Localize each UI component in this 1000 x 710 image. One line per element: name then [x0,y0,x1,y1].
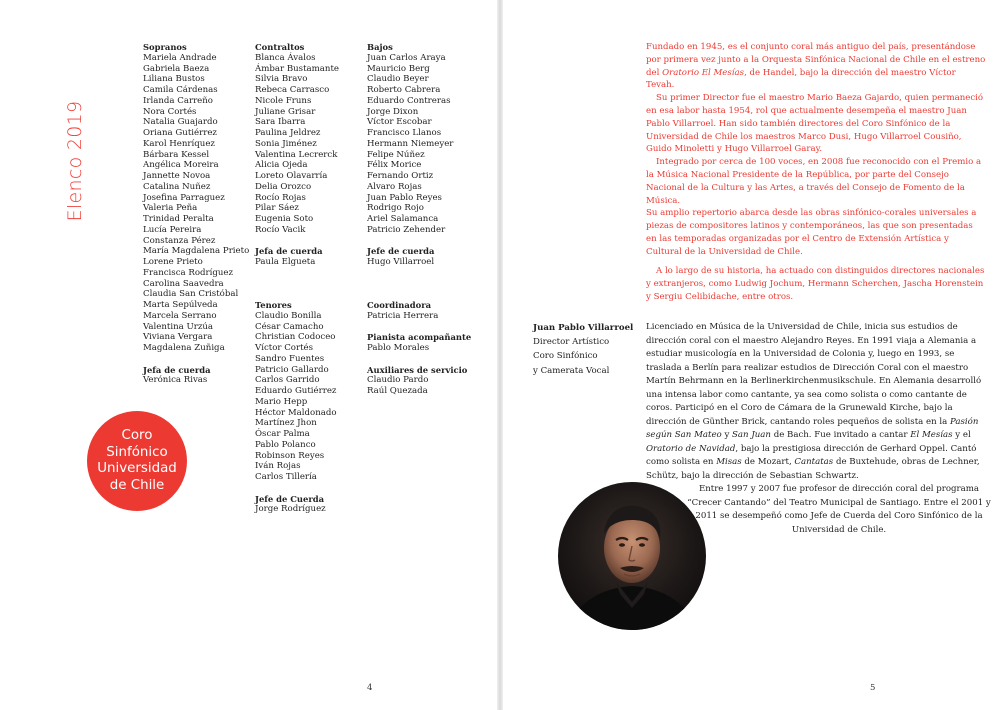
cast-member: Silvia Bravo [255,74,308,85]
cast-member: Eduardo Gutiérrez [255,386,337,396]
bio-text-segment: de Mozart, [741,457,795,467]
cast-member: Jannette Novoa [143,171,211,181]
cast-group [367,279,477,290]
cast-member: Alicia Ojeda [255,160,308,171]
cast-member: Mauricio Berg [367,63,430,74]
history-paragraph: Su amplio repertorio abarca desde las obras sinfónico-corales universales a piezas de compositores latinos y contemporáneos, las que son presentadas en las temporadas organizadas por el Centro de Extensión Artística y Cultural de la Universidad de Chile. [646,208,977,257]
title-text: Elenco 2019 [64,100,86,222]
director-role: Director Artístico [533,337,610,348]
cast-member: Claudio Bonilla [255,310,322,321]
bio-text-segment: Licenciado en Música de la Universidad de Chile, inicia sus estudios de dirección coral con el maestro Alejandro Reyes. En 1991 viaja a Alemania a estudiar musicología en la Universidad de Colonia y, luego en 1993, se traslada a Berlín para realizar estudios de Dirección Coral con el maestro Martín Behrmann en la Berlinerkirchenmusikschule. En Alemania desarrolló una intensa labor como cantante, ya sea como solista o como cantante de coros. Participó en el Coro de Cámara de la Grunewald Kirche, bajo la dirección de Günther Brick, cantando roles pequeños de solista en la [646,322,982,427]
cast-member: Irlanda Carreño [143,95,213,106]
cast-member: Sandro Fuentes [255,353,325,364]
cast-member: Nicole Fruns [255,95,312,106]
bio-text-segment: Misas [716,457,742,467]
bio-text-segment: y el [952,430,971,440]
cast-member: Mariela Andrade [143,52,217,63]
director-name: Juan Pablo Villarroel [533,323,634,333]
cast-member: Patricia Herrera [367,310,439,321]
cast-group-heading: Auxiliares de servicio [367,364,468,375]
cast-member: Claudio Beyer [367,74,429,85]
cast-group [255,42,365,236]
cast-group [143,365,253,387]
cast-member: Natalia Guajardo [143,117,218,128]
cast-member: Claudio Pardo [367,375,429,386]
history-paragraph: Integrado por cerca de 100 voces, en 2008 fue reconocido con el Premio a la Música Nacional Presidente de la República, por parte del Consejo Nacional de la Cultura y las Artes, a través del Consejo de Fomento de la Música. [646,157,982,206]
cast-member: Jorge Rodríguez [255,504,326,515]
choir-history [646,41,986,303]
cast-member: Víctor Escobar [367,117,432,128]
cast-member: Valentina Urzúa [143,321,214,332]
cast-member: Nora Cortés [143,106,197,117]
cast-member: María Magdalena Prieto [143,246,250,257]
cast-member: Robinson Reyes [255,450,325,461]
cast-member: Alvaro Rojas [367,181,422,192]
cast-name-list [255,53,365,236]
bio-paragraph: Entre 1997 y 2007 fue profesor de dirección coral del programa “Crecer Cantando” del Teatro Municipal de Santiago. Entre el 2001 y 2011 se desempeñó como Jefe de Cuerda del Coro Sinfónico de la Universidad de Chile. [687,484,991,535]
cast-group [255,300,365,483]
cast-group-heading: Tenores [255,300,292,310]
cast-group [367,332,477,354]
bio-text-segment: Oratorio de Navidad [646,443,736,454]
cast-member: Claudia San Cristóbal [143,289,239,300]
logo-line: Universidad [97,461,177,476]
vertical-title [58,86,92,236]
history-paragraph: A lo largo de su historia, ha actuado con distinguidos directores nacionales y extranjeros, como Ludwig Jochum, Hermann Scherchen, Jascha Horenstein y Sergiu Celibidache, entre otros. [646,265,985,302]
cast-column-1 [143,42,253,397]
cast-member: Patricio Gallardo [255,364,329,375]
cast-member: Bárbara Kessel [143,149,210,160]
cast-member: Sonia Jiménez [255,138,317,149]
cast-member: Liliana Bustos [143,74,205,85]
cast-member: Hermann Niemeyer [367,138,454,149]
bio-paragraph [646,321,988,483]
logo-line: de Chile [109,477,165,493]
cast-column-2 [255,42,365,526]
bio-text-segment: de Bach. Fue invitado a cantar [770,430,911,440]
cast-member: Félix Morice [367,160,422,171]
cast-member: Carolina Saavedra [143,278,224,289]
cast-member: Mario Hepp [255,396,308,407]
cast-name-list [255,504,365,515]
cast-member: Camila Cárdenas [143,85,218,95]
cast-member: Delia Orozco [255,181,312,192]
cast-group-heading: Pianista acompañante [367,332,472,343]
director-role: Coro Sinfónico [533,351,598,362]
choir-logo [87,411,187,511]
cast-member: Martínez Jhon [255,418,317,429]
cast-member: Rocío Rojas [255,192,306,203]
cast-member: Pilar Sáez [255,203,299,214]
cast-name-list [143,375,253,386]
bio-heading [533,321,643,378]
cast-member: Trinidad Peralta [143,214,214,224]
cast-member: Óscar Palma [255,429,310,439]
cast-member: Raúl Quezada [367,386,428,396]
cast-member: Oriana Gutiérrez [143,128,217,138]
cast-member: Iván Rojas [255,461,301,472]
cast-group [367,300,477,322]
cast-name-list [367,53,477,236]
cast-group [255,279,365,290]
cast-member: Catalina Nuñez [143,181,211,192]
cast-member: Ámbar Bustamante [255,63,340,74]
cast-member: Eugenia Soto [255,214,314,224]
bio-text-segment: El Mesías [910,430,953,440]
cast-member: Angélica Moreira [143,160,219,171]
cast-name-list [255,311,365,483]
cast-name-list [143,53,253,354]
bio-text-segment: Pasión según San Mateo [646,416,979,440]
cast-name-list [367,375,477,397]
cast-member: Valentina Lecrerck [255,149,338,160]
cast-group-heading: Jefa de cuerda [255,246,323,257]
cast-member: Rocío Vacik [255,224,306,235]
bio-text-segment: , bajo la prestigiosa dirección de Gerhard Oppel. Cantó como solista en [646,443,977,467]
cast-member: Sara Ibarra [255,117,306,128]
director-biography [646,321,991,537]
director-photo [558,482,706,630]
left-page [0,0,497,710]
cast-member: Víctor Cortés [255,343,314,353]
bio-text-segment: San Juan [732,430,771,440]
cast-member: Pablo Polanco [255,439,316,450]
bio-text-segment: Cantatas [794,457,834,467]
portrait-illustration [558,482,706,630]
cast-member: Carlos Garrido [255,375,320,386]
cast-name-list [367,343,477,354]
cast-member: Blanca Ávalos [255,52,316,63]
cast-member: Héctor Maldonado [255,407,337,418]
cast-column-3 [367,42,477,408]
page-number-right: 5 [870,683,876,693]
cast-member: Francisca Rodríguez [143,267,234,278]
cast-group [255,494,365,516]
cast-member: Marta Sepúlveda [143,300,218,310]
cast-member: Gabriela Baeza [143,63,210,74]
cast-group-heading: Sopranos [143,42,187,52]
cast-member: Christian Codoceo [255,332,336,343]
cast-member: Roberto Cabrera [367,85,441,95]
cast-member: Ariel Salamanca [367,214,439,224]
cast-group-heading: Coordinadora [367,300,432,310]
cast-group [367,365,477,397]
cast-member: César Camacho [255,321,324,332]
cast-member: Loreto Olavarría [255,171,328,181]
cast-member: Juan Carlos Araya [367,52,446,63]
logo-line: Sinfónico [106,444,168,460]
cast-group-heading: Jefe de Cuerda [255,493,325,504]
cast-member: Paulina Jeldrez [255,128,321,138]
history-paragraph: Fundado en 1945, es el conjunto coral más antiguo del país, presentándose por primera vez junto a la Orquesta Sinfónica Nacional de Chile en el estreno del Oratorio El Mesías, de Handel, bajo la dirección del maestro Víctor Tevah. [646,42,986,91]
cast-name-list [367,311,477,322]
cast-group-heading: Contraltos [255,42,305,52]
cast-member: Hugo Villarroel [367,257,435,267]
cast-name-list [255,257,365,268]
bio-text-segment: y [721,430,733,440]
cast-member: Rebeca Carrasco [255,85,330,95]
cast-member: Karol Henríquez [143,138,215,149]
cast-member: Felipe Núñez [367,149,425,160]
history-paragraph: Su primer Director fue el maestro Mario Baeza Gajardo, quien permaneció en esa labor hasta 1954, rol que actualmente desempeña el maestro Juan Pablo Villarroel. Han sido también directores del Coro Sinfónico de la Universidad de Chile los maestros Marco Dusi, Hugo Villarroel Cousiño, Guido Minoletti y Hugo Villarroel Garay. [646,93,984,155]
cast-group [143,42,253,354]
cast-member: Magdalena Zuñiga [143,343,225,353]
cast-member: Lorene Prieto [143,257,203,267]
logo-line: Coro [121,428,153,443]
cast-member: Carlos Tillería [255,472,317,482]
cast-name-list [367,257,477,268]
cast-member: Constanza Pérez [143,235,216,246]
page-number-left: 4 [367,683,373,693]
cast-member: Marcela Serrano [143,310,217,321]
bio-text-segment: de Buxtehude, obras de Lechner, Schütz, bajo la dirección de Sebastian Schwartz. [646,457,980,481]
cast-group [255,246,365,268]
cast-member: Jorge Dixon [367,106,419,117]
cast-member: Eduardo Contreras [367,95,451,106]
cast-member: Juliane Grisar [255,106,316,117]
cast-member: Lucía Pereira [143,224,202,235]
cast-group [367,42,477,236]
cast-group-heading: Bajos [367,42,393,52]
cast-group-heading: Jefe de cuerda [367,246,435,257]
cast-member: Rodrigo Rojo [367,203,424,214]
cast-member: Josefina Parraguez [143,192,225,203]
cast-group-heading: Jefa de cuerda [143,364,211,375]
cast-member: Viviana Vergara [143,332,213,343]
cast-member: Paula Elgueta [255,257,316,267]
right-page [503,0,1000,710]
cast-member: Fernando Ortiz [367,171,434,181]
cast-member: Patricio Zehender [367,224,446,235]
cast-member: Francisco Llanos [367,128,442,138]
cast-group [367,246,477,268]
cast-member: Valeria Peña [143,203,198,214]
cast-member: Verónica Rivas [143,375,208,386]
director-role: y Camerata Vocal [533,365,610,376]
cast-member: Juan Pablo Reyes [367,192,442,203]
cast-member: Pablo Morales [367,343,430,353]
